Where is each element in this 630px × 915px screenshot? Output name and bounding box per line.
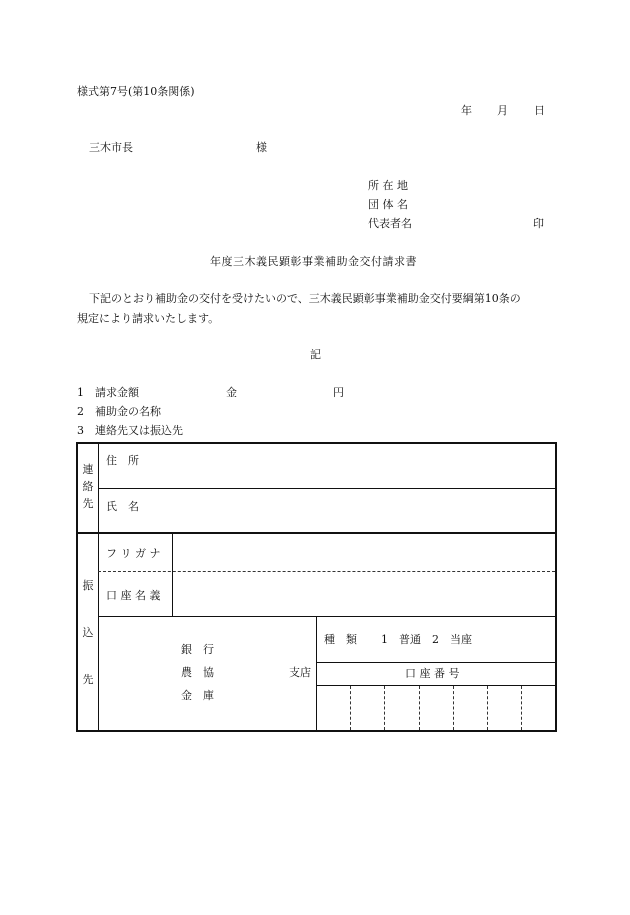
digit-divider <box>453 686 454 730</box>
type-row-divider <box>316 662 555 663</box>
item-1-kin: 金 <box>226 386 237 399</box>
digit-divider <box>487 686 488 730</box>
institution-shinkin: 金 庫 <box>181 689 214 702</box>
contact-address-label: 住 所 <box>106 454 139 467</box>
account-name-label: 口 座 名 義 <box>106 589 161 602</box>
account-type-label: 種 類 <box>324 633 357 646</box>
transfer-section-label <box>81 580 95 691</box>
item-3-number: 3 <box>77 424 84 437</box>
date-year: 年 <box>461 104 472 117</box>
seal-mark: 印 <box>533 217 544 230</box>
contact-address-field[interactable] <box>178 453 548 481</box>
section-divider <box>78 532 555 534</box>
account-label-divider <box>172 532 173 616</box>
bank-info-divider <box>316 616 317 730</box>
item-1-number: 1 <box>77 386 84 399</box>
body-line-2: 規定により請求いたします。 <box>77 312 220 325</box>
item-1-en: 円 <box>333 386 344 399</box>
document-title: 年度三木義民顕彰事業補助金交付請求書 <box>210 255 417 268</box>
account-number-label: 口 座 番 号 <box>405 667 460 680</box>
body-line-1: 下記のとおり補助金の交付を受けたいので、三木義民顕彰事業補助金交付要綱第10条の <box>89 292 521 305</box>
label-column-divider <box>98 444 99 730</box>
date-day: 日 <box>534 104 545 117</box>
transfer-label-char: 込 <box>82 626 94 639</box>
institution-bank: 銀 行 <box>181 643 214 656</box>
contact-label-char: 絡 <box>82 480 94 493</box>
digit-divider <box>350 686 351 730</box>
item-3-label: 連絡先又は振込先 <box>95 424 183 437</box>
contact-section-label <box>81 464 95 515</box>
applicant-representative-label: 代表者名 <box>368 217 412 230</box>
furigana-label: フ リ ガ ナ <box>106 547 161 560</box>
contact-label-char: 先 <box>82 497 94 510</box>
furigana-field[interactable] <box>178 538 548 566</box>
transfer-label-char: 先 <box>82 673 94 686</box>
applicant-address-label: 所 在 地 <box>368 179 408 192</box>
branch-label: 支店 <box>289 666 311 679</box>
contact-row-divider <box>98 488 555 489</box>
addressee-name: 三木市長 <box>89 141 133 154</box>
item-2-number: 2 <box>77 405 84 418</box>
digit-divider <box>384 686 385 730</box>
digit-divider <box>521 686 522 730</box>
account-type-options: 1 普通 2 当座 <box>381 633 472 646</box>
account-name-divider <box>98 616 555 617</box>
addressee-honorific: 様 <box>256 141 267 154</box>
applicant-group-label: 団 体 名 <box>368 198 408 211</box>
account-number-header-divider <box>316 685 555 686</box>
item-1-label: 請求金額 <box>95 386 139 399</box>
furigana-divider <box>98 571 555 572</box>
digit-divider <box>419 686 420 730</box>
contact-name-label: 氏 名 <box>106 500 139 513</box>
contact-label-char: 連 <box>82 463 94 476</box>
item-2-label: 補助金の名称 <box>95 405 161 418</box>
account-name-field[interactable] <box>178 578 548 610</box>
institution-ja: 農 協 <box>181 666 214 679</box>
ki-heading: 記 <box>310 348 321 361</box>
transfer-label-char: 振 <box>82 579 94 592</box>
contact-name-field[interactable] <box>178 496 548 524</box>
form-number: 様式第7号(第10条関係) <box>77 85 195 98</box>
contact-transfer-table <box>76 442 557 732</box>
date-month: 月 <box>497 104 508 117</box>
